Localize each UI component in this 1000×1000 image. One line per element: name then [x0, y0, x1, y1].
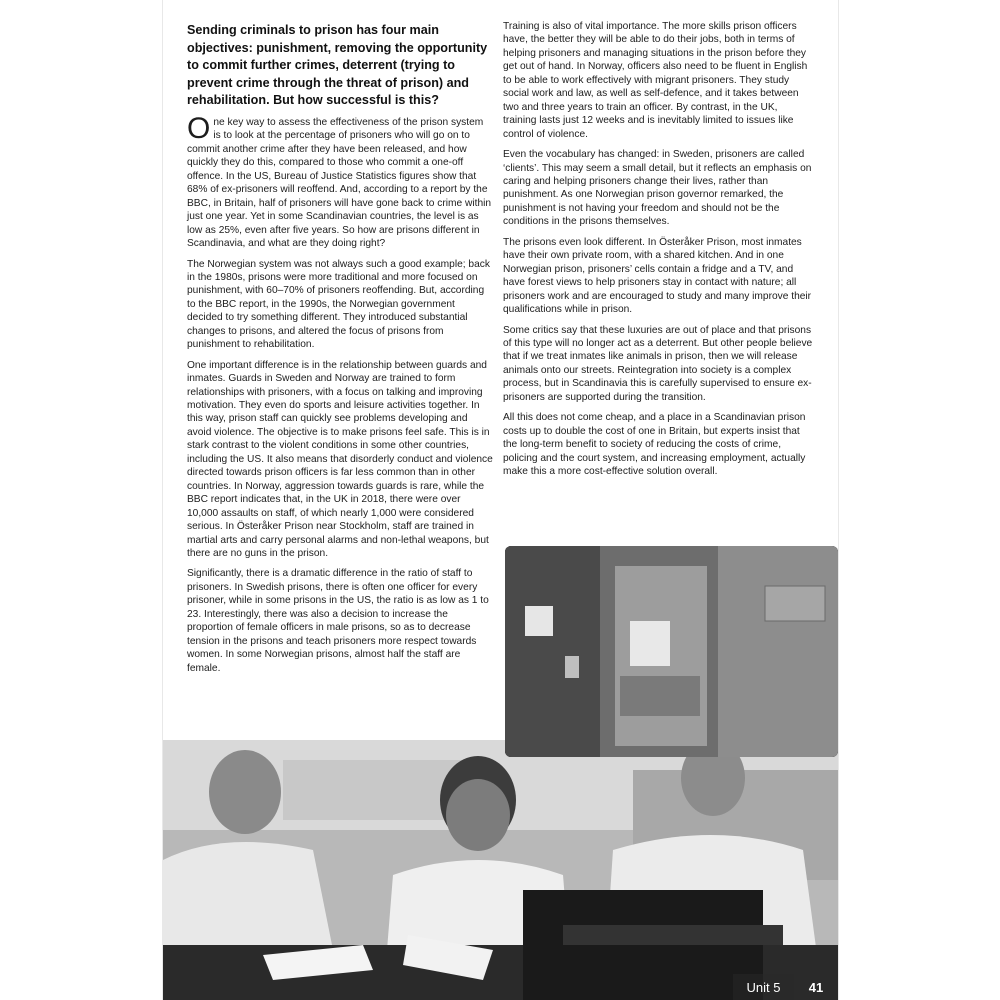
right-column — [503, 20, 813, 486]
article-headline: Sending criminals to prison has four main objectives: punishment, removing the opportunity to commit further crimes, deterrent (trying to prevent crime through the threat of prison) and rehabilitation. But how successful is this? — [187, 23, 488, 108]
left-paragraph-1-text: ne key way to assess the effectiveness of the prison system is to look at the percentage of prisoners who will go on to commit another crime after they have been released, and how quickly they do this, compared to those who commit a one-off offence. In the US, Bureau of Justice Statistics figures show that 68% of ex-prisoners will reoffend. And, according to a report by the BBC, in Britain, half of prisoners will have gone back to crime within just one year. Yet in some Scandinavian countries, the level is as low as 25%, even after five years. So how are prisons different in Scandinavia, and what are they doing right? — [187, 116, 492, 250]
prison-cell-photo — [505, 546, 838, 757]
right-paragraph-4: Some critics say that these luxuries are out of place and that prisons of this type will no longer act as a deterrent. But other people believe that if we treat inmates like animals in prison, then we will release animals onto our streets. Reintegration into society is a complex process, but in Scandinavia this is carefully supervised to ensure ex-prisoners are supported during the transition. — [503, 324, 813, 403]
right-paragraph-5: All this does not come cheap, and a place in a Scandinavian prison costs up to double the cost of one in Britain, but experts insist that the long-term benefit to society of reducing the costs of crime, policing and the court system, and increasing employment, actually make this a more cost-effective solution overall. — [503, 412, 806, 478]
classroom-photo-illustration — [163, 740, 838, 1000]
right-paragraph-2: Even the vocabulary has changed: in Sweden, prisoners are called ‘clients’. This may seem a small detail, but it reflects an emphasis on caring and helping prisoners change their lives, rather than punishment. As one Norwegian prison governor remarked, the punishment is not having your freedom and should not be the conditions in the prisons themselves. — [503, 149, 812, 228]
unit-label: Unit 5 — [733, 974, 794, 1000]
right-paragraph-1: Training is also of vital importance. The more skills prison officers have, the better they will be able to do their jobs, both in terms of helping prisoners and managing situations in the prison before they get out of hand. In Norway, officers also need to be fluent in English to be able to work effectively with migrant prisoners. They study social work and law, as well as self-defence, and it takes between two and three years to train an officer. By contrast, in the UK, training lasts just 12 weeks and is inevitably limited to issues like control of violence. — [503, 21, 808, 140]
left-paragraph-3: One important difference is in the relationship between guards and inmates. Guards in Sweden and Norway are trained to form relationships with prisoners, with a focus on talking and improving motivation. They even do sports and leisure activities together. In this way, prison staff can quickly see problems developing and avoid violence. The objective is to make prisons feel safe. This is in stark contrast to the violent conditions in some other countries, including the US. It also means that disorderly conduct and violence directed towards prison officers is far less common than in other countries. In Norway, aggression towards guards is rare, while the BBC report indicates that, in the UK in 2018, there were over 10,000 assaults on staff, of which nearly 1,000 were considered serious. In Österåker Prison near Stockholm, staff are trained in martial arts and carry personal alarms and non-lethal weapons, but there are no guns in the prison. — [187, 359, 493, 560]
textbook-page — [163, 0, 838, 1000]
page-footer — [733, 974, 838, 1000]
drop-cap: O — [187, 111, 211, 145]
left-paragraph-2: The Norwegian system was not always such a good example; back in the 1980s, prisons were more traditional and more focused on punishment, with 60–70% of prisoners reoffending. But, according to the BBC report, in the 1990s, the Norwegian government decided to try something different. They introduced substantial changes to prisons, and altered the focus of prisons from punishment to rehabilitation. — [187, 258, 490, 351]
prison-cell-illustration — [505, 546, 838, 757]
right-paragraph-3: The prisons even look different. In Österåker Prison, most inmates have their own private room, with a shared kitchen. And in one Norwegian prison, prisoners’ cells contain a fridge and a TV, and have forest views to help prisoners stay in contact with nature; all prisoners work and are encouraged to study and many improve their qualifications while in prison. — [503, 236, 812, 316]
page-number: 41 — [794, 974, 838, 1000]
classroom-photo — [163, 740, 838, 1000]
left-paragraph-1 — [187, 111, 493, 251]
left-column — [187, 22, 493, 682]
left-paragraph-4: Significantly, there is a dramatic difference in the ratio of staff to prisoners. In Swedish prisons, there is often one officer for every prisoner, while in some prisons in the US, the ratio is as low as 1 to 23. Interestingly, there was also a decision to increase the proportion of female officers in male prisons, so as to decrease tension in the prisons and teach prisoners more respect towards women. In some Norwegian prisons, almost half the staff are female. — [187, 568, 489, 674]
